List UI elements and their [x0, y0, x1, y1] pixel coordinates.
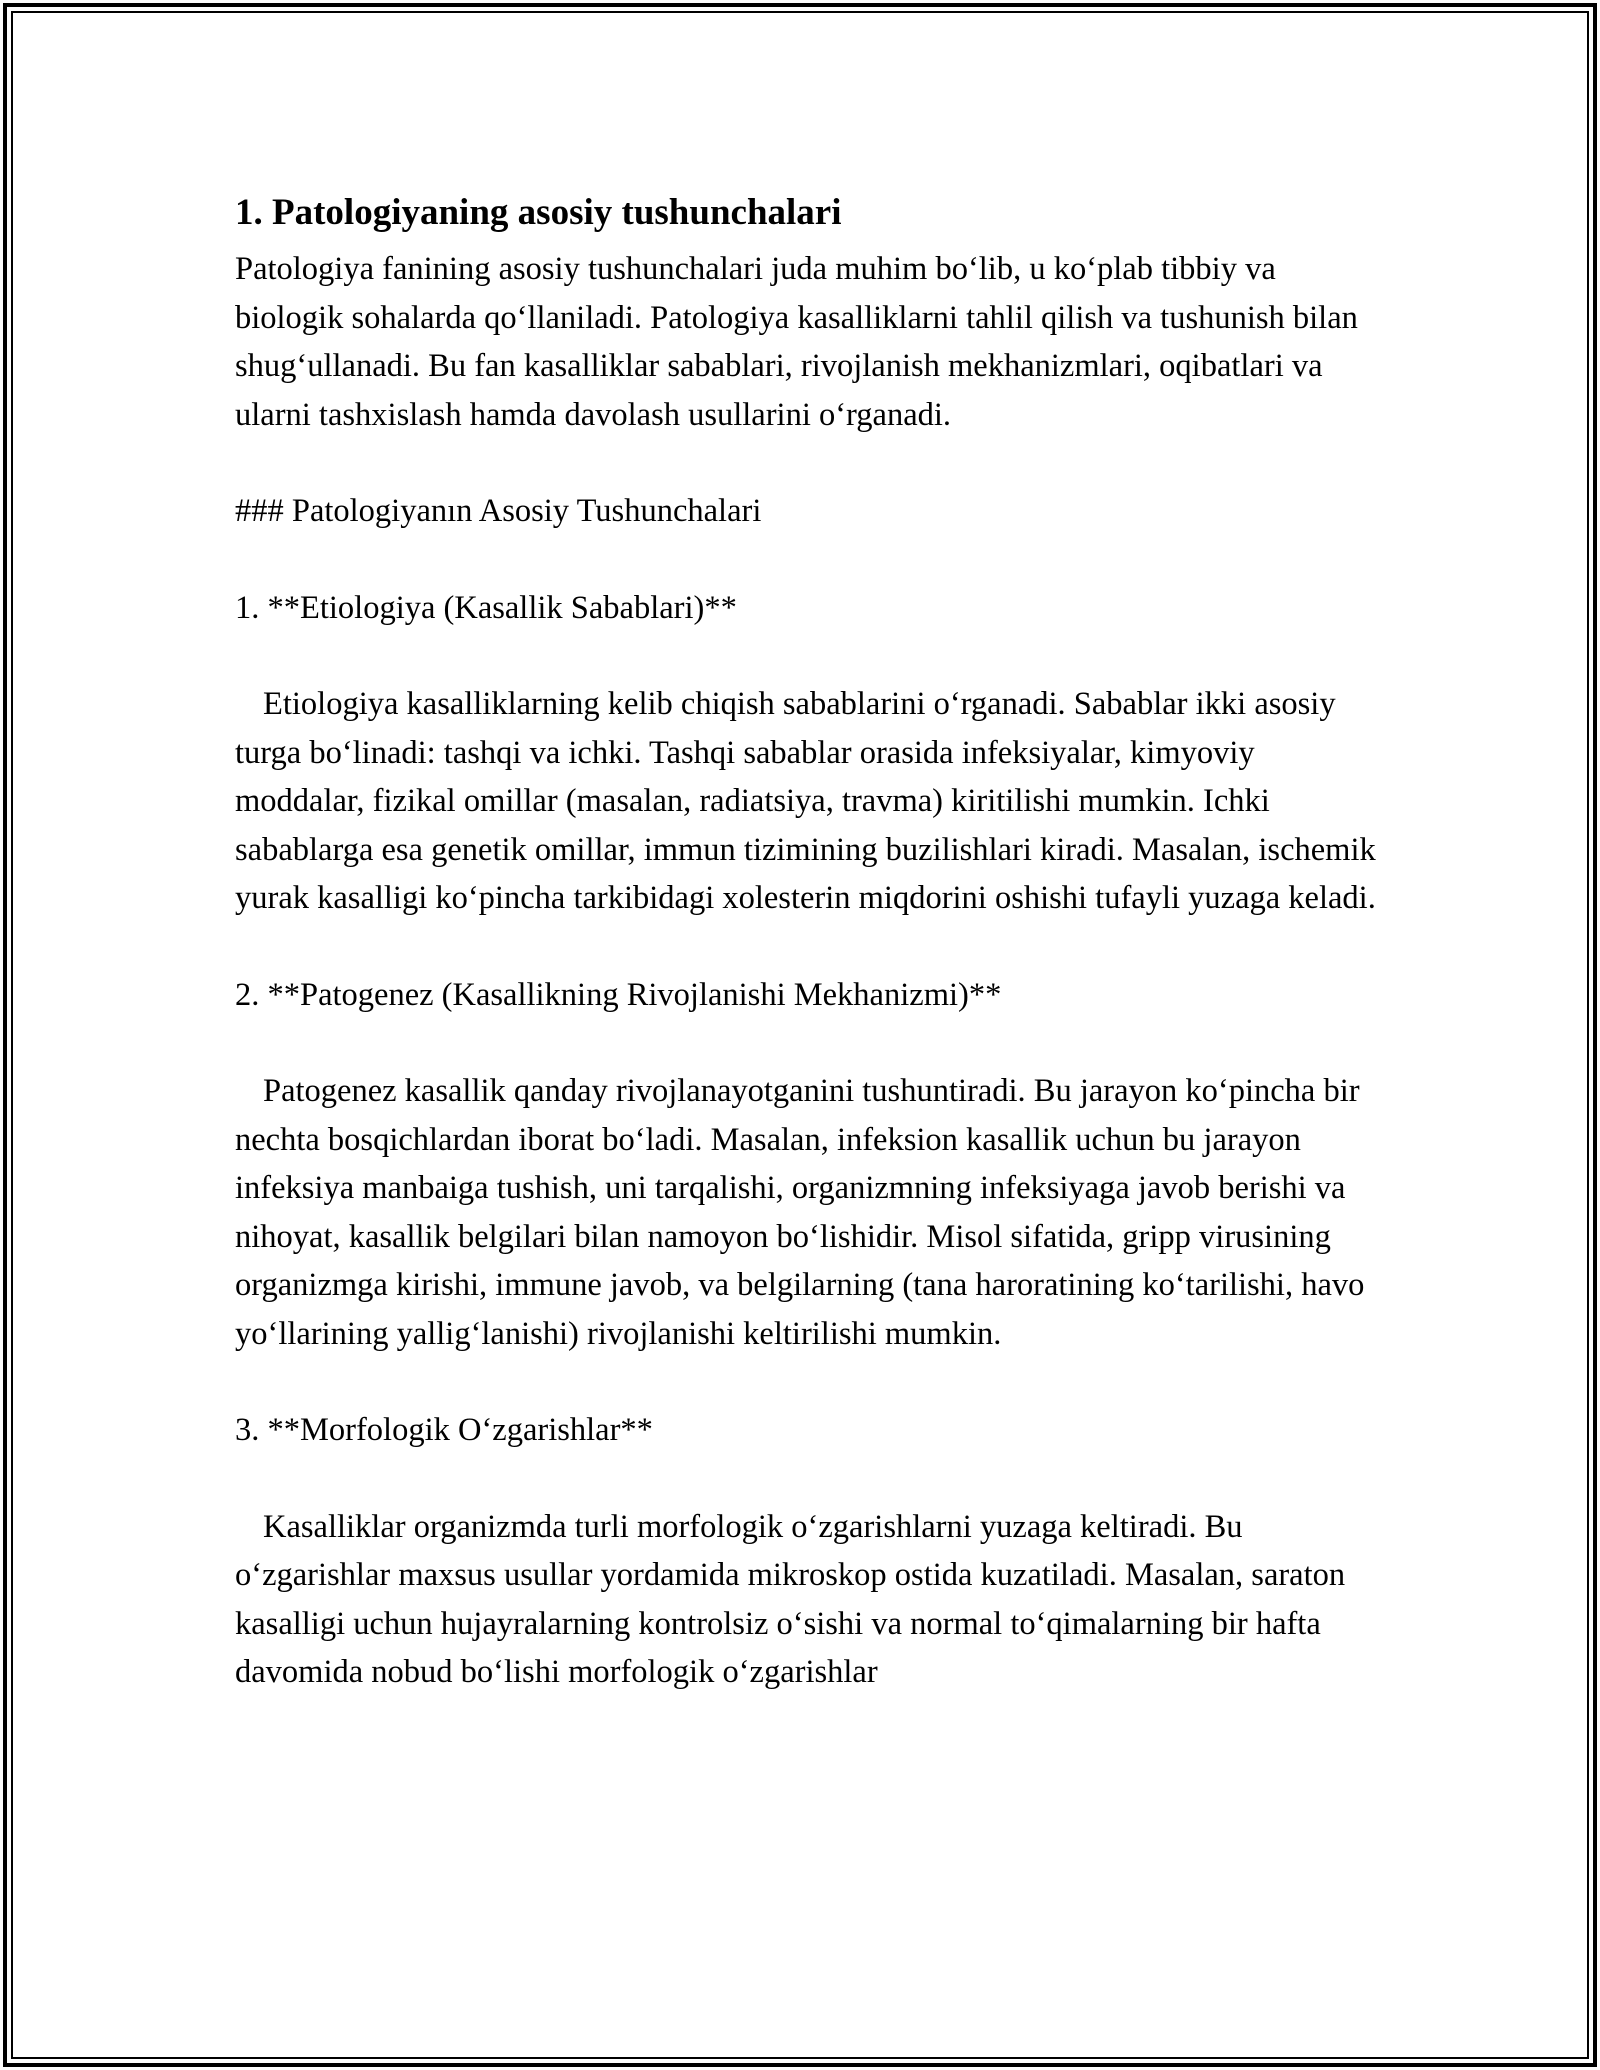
- document-content: [235, 185, 1385, 1697]
- section-title-patogenez: 2. **Patogenez (Kasallikning Rivojlanishi Mekhanizmi)**: [235, 976, 1002, 1013]
- subheading: ### Patologiyanın Asosiy Tushunchalari: [235, 493, 762, 529]
- document-heading: 1. Patologiyaning asosiy tushunchalari: [235, 192, 842, 233]
- section-title-morfologik: 3. **Morfologik O‘zgarishlar**: [235, 1412, 653, 1448]
- section-body-morfologik: Kasalliklar organizmda turli morfologik o‘zgarishlarni yuzaga keltiradi. Bu o‘zgarishlar maxsus usullar yordamida mikroskop ostida kuzatiladi. Masalan, saraton kasalligi uchun hujayralarning kontrolsiz o‘sishi va normal to‘qimalarning bir hafta davomida nobud bo‘lishi morfologik o‘zgarishlar: [235, 1508, 1346, 1690]
- section-title-etiologiya: 1. **Etiologiya (Kasallik Sabablari)**: [235, 589, 737, 626]
- intro-paragraph: Patologiya fanining asosiy tushunchalari juda muhim bo‘lib, u ko‘plab tibbiy va biologik sohalarda qo‘llaniladi. Patologiya kasalliklarni tahlil qilish va tushunish bilan shug‘ullanadi. Bu fan kasalliklar sabablari, rivojlanish mekhanizmlari, oqibatlari va ularni tashxislash hamda davolash usullarini o‘rganadi.: [235, 251, 1358, 433]
- section-body-etiologiya: Etiologiya kasalliklarning kelib chiqish sabablarini o‘rganadi. Sabablar ikki asosiy turga bo‘linadi: tashqi va ichki. Tashqi sabablar orasida infeksiyalar, kimyoviy moddalar, fizikal omillar (masalan, radiatsiya, travma) kiritilishi mumkin. Ichki sabablarga esa genetik omillar, immun tizimining buzilishlari kiradi. Masalan, ischemik yurak kasalligi ko‘pincha tarkibidagi xolesterin miqdorini oshishi tufayli yuzaga keladi.: [235, 686, 1376, 916]
- section-body-patogenez: Patogenez kasallik qanday rivojlanayotganini tushuntiradi. Bu jarayon ko‘pincha bir nechta bosqichlardan iborat bo‘ladi. Masalan, infeksion kasallik uchun bu jarayon infeksiya manbaiga tushish, uni tarqalishi, organizmning infeksiyaga javob berishi va nihoyat, kasallik belgilari bilan namoyon bo‘lishidir. Misol sifatida, gripp virusining organizmga kirishi, immune javob, va belgilarning (tana haroratining ko‘tarilishi, havo yo‘llarining yallig‘lanishi) rivojlanishi keltirilishi mumkin.: [235, 1073, 1365, 1352]
